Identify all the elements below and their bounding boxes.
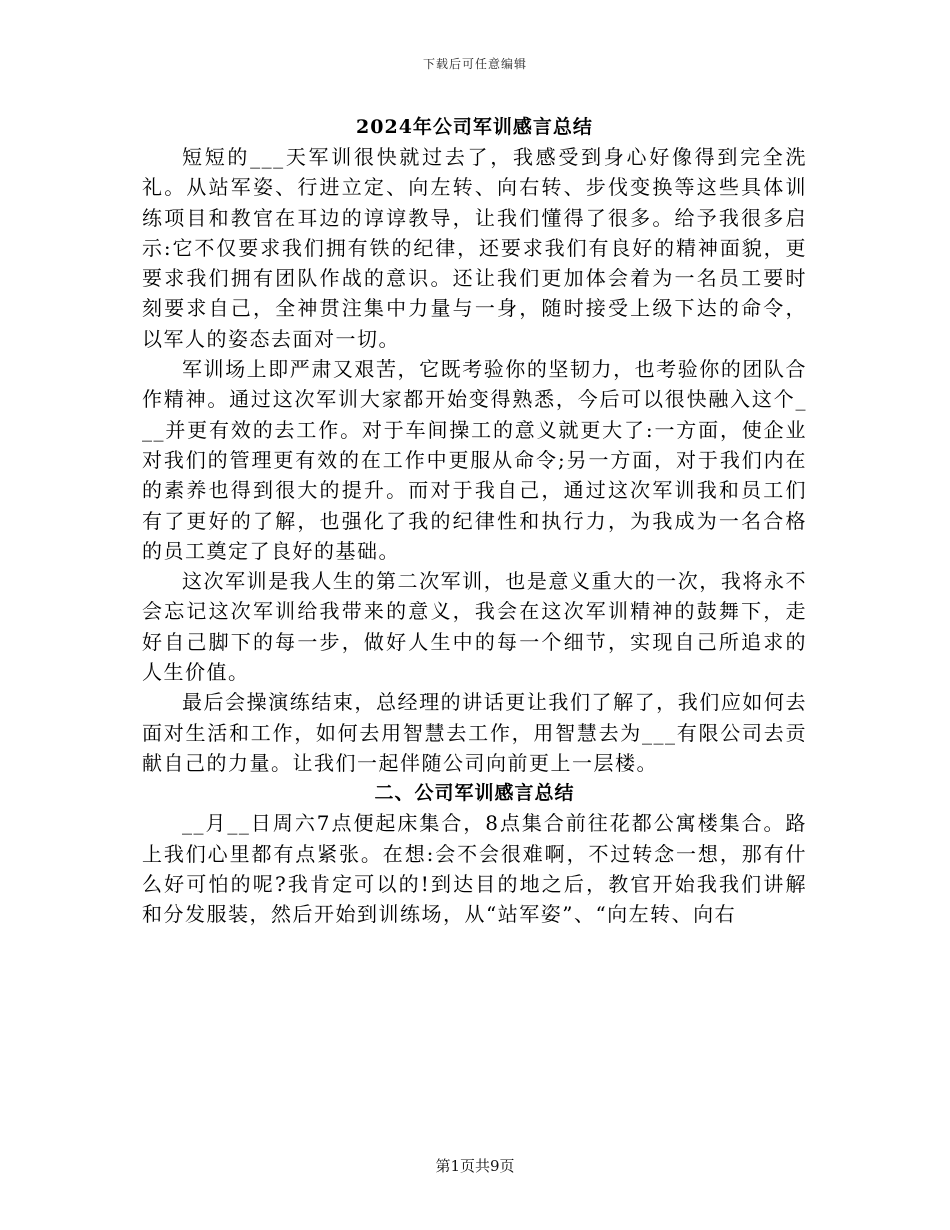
page-indicator: 第1页共9页 bbox=[435, 1157, 515, 1175]
document-title: 2024年公司军训感言总结 bbox=[356, 116, 593, 138]
paragraph-2: 军训场上即严肃又艰苦，它既考验你的坚韧力，也考验你的团队合作精神。通过这次军训大家都开始变得熟悉，今后可以很快融入这个___并更有效的去工作。对于车间操工的意义就更大了:一方面，使企业对我们的管理更有效的在工作中更服从命令;另一方面，对于我们内在的素养也得到很大的提升。而对于我自己，通过这次军训我和员工们有了更好的了解，也强化了我的纪律性和执行力，为我成为一名合格的员工奠定了良好的基础。 bbox=[142, 357, 807, 563]
header-note: 下载后可任意编辑 bbox=[422, 57, 527, 71]
paragraph-1: 短短的___天军训很快就过去了，我感受到身心好像得到完全洗礼。从站军姿、行进立定、向左转、向右转、步伐变换等这些具体训练项目和教官在耳边的谆谆教导，让我们懂得了很多。给予我很多启示:它不仅要求我们拥有铁的纪律，还要求我们有良好的精神面貌，更要求我们拥有团队作战的意识。还让我们更加体会着为一名员工要时刻要求自己，全神贯注集中力量与一身，随时接受上级下达的命令，以军人的姿态去面对一切。 bbox=[142, 145, 807, 351]
section-2-paragraph: __月__日周六7点便起床集合，8点集合前往花都公寓楼集合。路上我们心里都有点紧张。在想:会不会很难啊，不过转念一想，那有什么好可怕的呢?我肯定可以的!到达目的地之后，教官开始我我们讲解和分发服装，然后开始到训练场，从“站军姿”、“向左转、向右 bbox=[142, 811, 807, 927]
document-body bbox=[142, 112, 807, 929]
paragraph-4: 最后会操演练结束，总经理的讲话更让我们了解了，我们应如何去面对生活和工作，如何去用智慧去工作，用智慧去为___有限公司去贡献自己的力量。让我们一起伴随公司向前更上一层楼。 bbox=[142, 690, 807, 775]
paragraph-3: 这次军训是我人生的第二次军训，也是意义重大的一次，我将永不会忘记这次军训给我带来的意义，我会在这次军训精神的鼓舞下，走好自己脚下的每一步，做好人生中的每一个细节，实现自己所追求的人生价值。 bbox=[142, 569, 807, 685]
section-2-heading: 二、公司军训感言总结 bbox=[374, 782, 575, 805]
